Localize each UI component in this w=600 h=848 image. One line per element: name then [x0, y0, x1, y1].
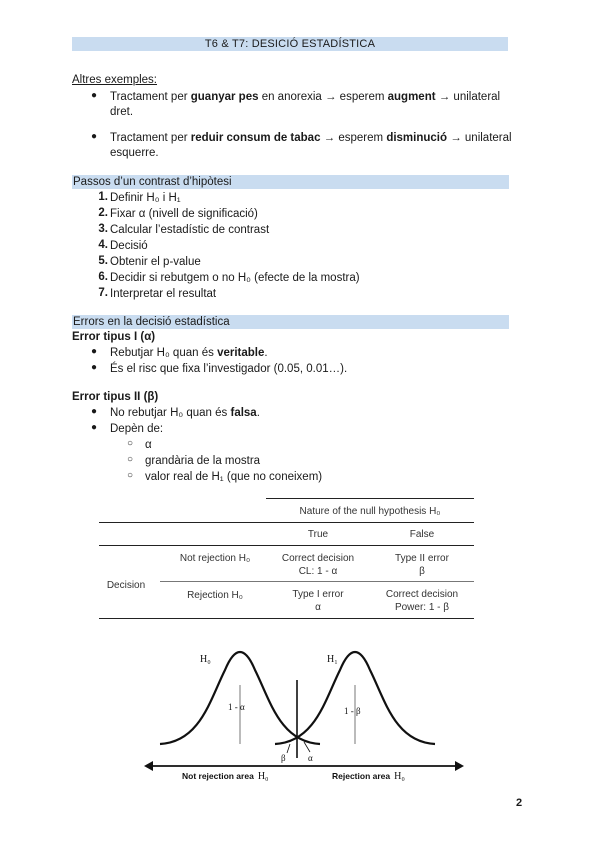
step-item: Fixar α (nivell de significació) — [110, 208, 258, 220]
beta-pointer — [287, 744, 290, 753]
table-rule — [99, 545, 474, 546]
type2-bullet-2: Depèn de: — [110, 423, 164, 435]
distribution-figure — [140, 640, 470, 790]
steps-heading: Passos d’un contrast d’hipòtesi — [73, 176, 232, 188]
step-item: Calcular l’estadístic de contrast — [110, 224, 270, 236]
errors-heading: Errors en la decisió estadística — [73, 316, 230, 328]
type2-title: Error tipus II (β) — [72, 391, 159, 403]
type2-sub-2: grandària de la mostra — [145, 455, 261, 467]
table-r2-false: Correct decision Power: 1 - β — [385, 589, 459, 613]
rejection-area-label: Rejection area H₀ — [332, 771, 405, 782]
step-number: 3. — [98, 223, 108, 235]
step-number: 5. — [98, 255, 108, 267]
circle-bullet-icon: ○ — [127, 470, 134, 481]
beta-label: β — [281, 753, 286, 763]
h0-label: H₀ — [200, 654, 211, 665]
bullet-icon: ● — [91, 422, 98, 433]
left-arrow-icon — [144, 761, 153, 771]
type2-sub-3: valor real de H₁ (que no coneixem) — [145, 471, 323, 483]
bullet-icon: ● — [91, 346, 98, 357]
errors-heading-bar — [72, 315, 509, 329]
step-item: Decidir si rebutgem o no H₀ (efecte de la mostra) — [110, 272, 360, 284]
title-bar — [72, 37, 508, 51]
type2-sub-1: α — [145, 439, 152, 451]
example-item-2: Tractament per reduir consum de tabac → esperem disminució → unilateral esquerre. — [110, 132, 512, 159]
table-row2-label: Rejection H₀ — [187, 590, 243, 601]
h1-label: H₁ — [327, 654, 338, 665]
step-number: 7. — [98, 287, 108, 299]
example-item-1: Tractament per guanyar pes en anorexia → esperem augment → unilateral dret. — [110, 91, 501, 118]
table-rule — [99, 618, 474, 619]
type1-title: Error tipus I (α) — [72, 331, 156, 343]
not-rejection-area-label: Not rejection area H₀ — [182, 771, 269, 782]
table-rule — [160, 581, 474, 582]
table-col-false: False — [409, 529, 435, 540]
circle-bullet-icon: ○ — [127, 438, 134, 449]
step-item: Interpretar el resultat — [110, 288, 217, 300]
step-number: 4. — [98, 239, 108, 251]
page-number: 2 — [516, 797, 523, 809]
alpha-pointer — [304, 742, 310, 752]
bullet-icon: ● — [91, 131, 98, 142]
type1-bullet-1: Rebutjar H₀ quan és veritable. — [110, 347, 268, 359]
type1-bullet-2: És el risc que fixa l’investigador (0.05, 0.01…). — [110, 363, 348, 375]
table-rule — [99, 522, 474, 523]
type2-bullet-1: No rebutjar H₀ quan és falsa. — [110, 407, 260, 419]
table-row1-label: Not rejection H₀ — [179, 553, 251, 564]
step-item: Obtenir el p-value — [110, 256, 201, 268]
bullet-icon: ● — [91, 362, 98, 373]
bullet-icon: ● — [91, 406, 98, 417]
table-nature-header: Nature of the null hypothesis H₀ — [299, 506, 441, 517]
step-item: Decisió — [110, 240, 148, 252]
table-col-true: True — [307, 529, 329, 540]
table-r1-true: Correct decision CL: 1 - α — [281, 553, 355, 577]
examples-heading: Altres exemples: — [72, 74, 158, 86]
table-row-group: Decision — [106, 580, 146, 591]
step-number: 6. — [98, 271, 108, 283]
circle-bullet-icon: ○ — [127, 454, 134, 465]
table-r2-true: Type I error α — [292, 589, 344, 613]
alpha-label: α — [308, 753, 313, 763]
steps-heading-bar — [72, 175, 509, 189]
step-item: Definir H₀ i H₁ — [110, 192, 181, 204]
table-r1-false: Type II error β — [395, 553, 449, 577]
page-title: T6 & T7: DESICIÓ ESTADÍSTICA — [204, 38, 376, 50]
area0-label: 1 - α — [228, 702, 245, 712]
step-number: 2. — [98, 207, 108, 219]
area1-label: 1 - β — [344, 706, 361, 716]
bullet-icon: ● — [91, 90, 98, 101]
table-rule — [266, 498, 474, 499]
step-number: 1. — [98, 191, 108, 203]
right-arrow-icon — [455, 761, 464, 771]
